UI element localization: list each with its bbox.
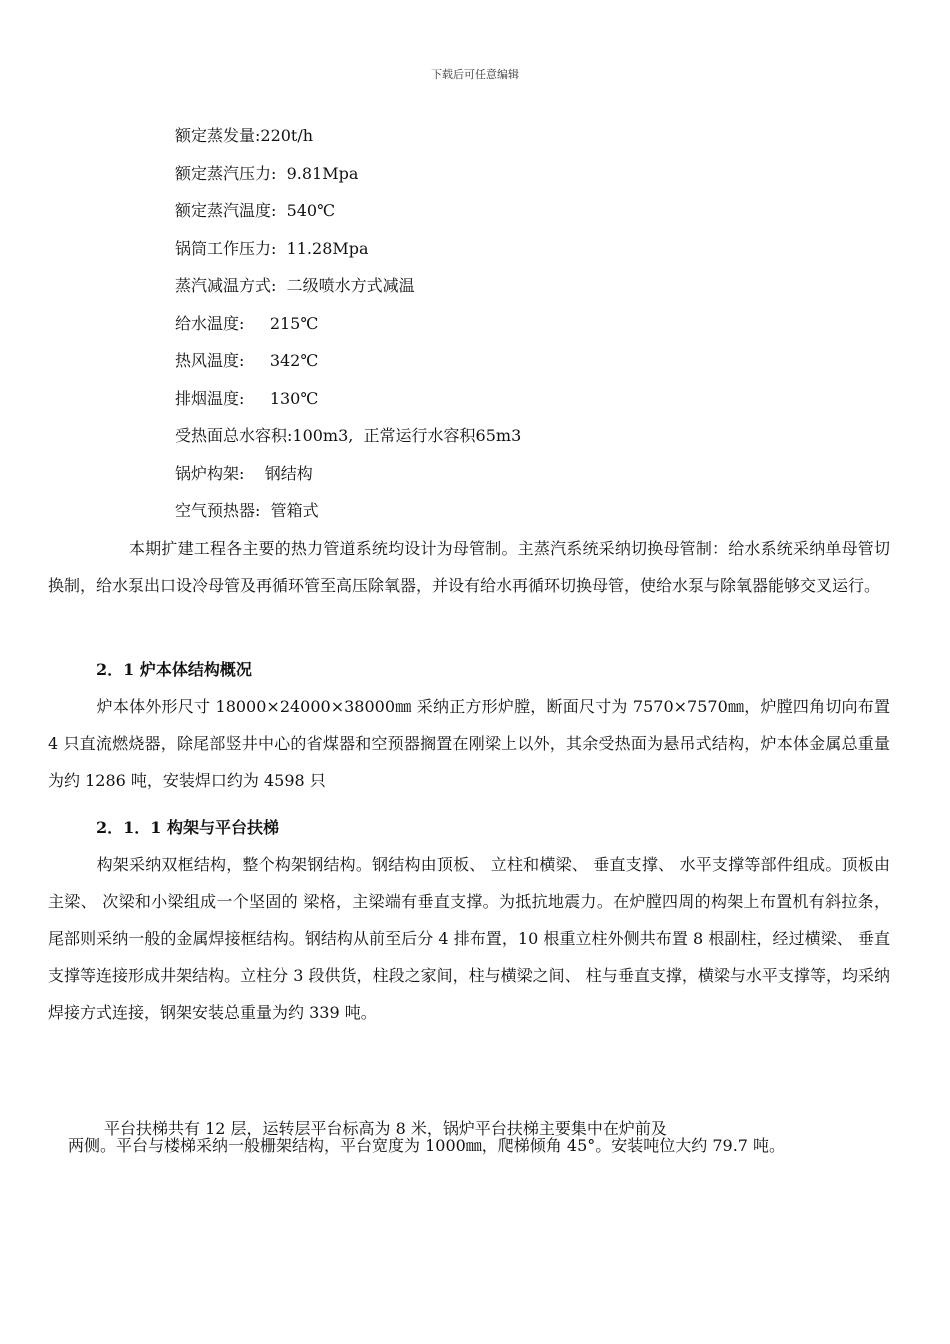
spec-rated-evaporation: 额定蒸发量:220t/h xyxy=(175,126,314,145)
spec-water-volume: 受热面总水容积:100m3, 正常运行水容积65m3 xyxy=(175,426,522,445)
spec-air-preheater: 空气预热器: 管箱式 xyxy=(175,501,319,520)
paragraph-platform-first-line: 平台扶梯共有 12 层，运转层平台标高为 8 米，锅炉平台扶梯主要集中在炉前及 xyxy=(104,1119,667,1138)
spec-desuperheating-method: 蒸汽减温方式: 二级喷水方式减温 xyxy=(175,276,415,295)
spec-boiler-frame: 锅炉构架: 钢结构 xyxy=(175,464,313,483)
paragraph-piping-system: 本期扩建工程各主要的热力管道系统均设计为母管制。主蒸汽系统采纳切换母管制：给水系统采纳单母管切换制，给水泵出口设冷母管及再循环管至高压除氧器，并设有给水再循环切换母管，使给水泵与除氧器能够交叉运行。 xyxy=(48,539,890,595)
section-heading-boiler-structure: 2．1 炉本体结构概况 xyxy=(96,660,252,679)
spec-hot-air-temperature: 热风温度: 342℃ xyxy=(175,351,319,370)
paragraph-frame-structure: 构架采纳双框结构，整个构架钢结构。钢结构由顶板、 立柱和横梁、 垂直支撑、 水平支撑等部件组成。顶板由主梁、 次梁和小梁组成一个坚固的 梁格，主梁端有垂直支撑。为抵抗地震力。在炉膛四周的构架上布置机有斜拉条，尾部则采纳一般的金属焊接框结构。钢结构从前至后分 4 排布置，10 根重立柱外侧共布置 8 根副柱，经过横梁、 垂直支撑等连接形成井架结构。立柱分 3 段供货，柱段之家间，柱与横梁之间、 柱与垂直支撑，横梁与水平支撑等，均采纳焊接方式连接，钢架安装总重量为约 339 吨。 xyxy=(48,855,890,1022)
spec-drum-working-pressure: 锅筒工作压力: 11.28Mpa xyxy=(175,239,369,258)
page-header-note: 下载后可任意编辑 xyxy=(431,68,519,81)
spec-feedwater-temperature: 给水温度: 215℃ xyxy=(175,314,319,333)
section-heading-frame-platform: 2．1．1 构架与平台扶梯 xyxy=(96,818,279,837)
spec-rated-steam-pressure: 额定蒸汽压力: 9.81Mpa xyxy=(175,164,359,183)
spec-rated-steam-temperature: 额定蒸汽温度: 540℃ xyxy=(175,201,336,220)
paragraph-boiler-structure: 炉本体外形尺寸 18000×24000×38000㎜ 采纳正方形炉膛，断面尺寸为 7570×7570㎜，炉膛四角切向布置 4 只直流燃烧器，除尾部竖井中心的省煤器和空预器搁置在刚梁上以外，其余受热面为悬吊式结构，炉本体金属总重量为约 1286 吨，安装焊口约为 4598 只 xyxy=(48,697,890,790)
paragraph-platform-rest: 两侧。平台与楼梯采纳一般栅架结构，平台宽度为 1000㎜，爬梯倾角 45°。安装吨位大约 79.7 吨。 xyxy=(68,1136,786,1155)
spec-exhaust-gas-temperature: 排烟温度: 130℃ xyxy=(175,389,319,408)
